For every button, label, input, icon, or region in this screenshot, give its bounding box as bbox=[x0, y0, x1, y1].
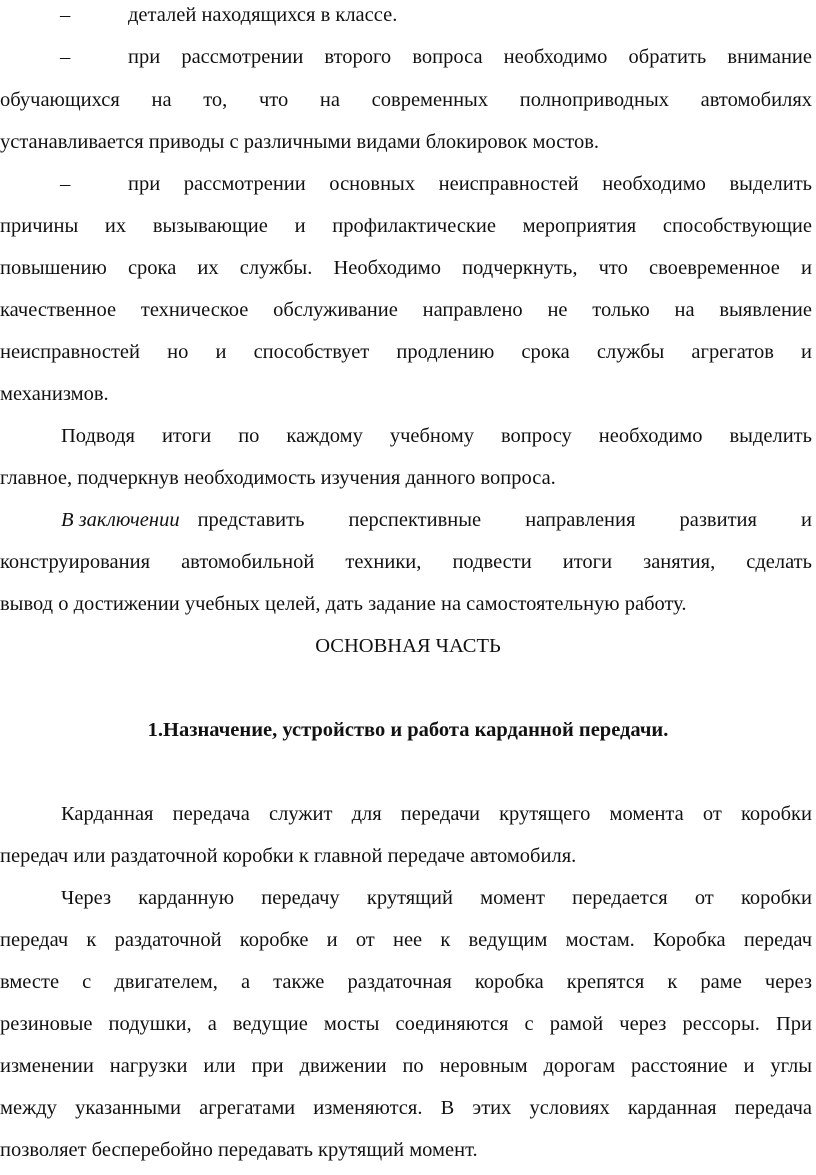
text-line: при рассмотрении основных неисправностей необходимо выделить bbox=[128, 173, 812, 195]
text-line: вывод о достижении учебных целей, дать задание на самостоятельную работу. bbox=[0, 593, 687, 615]
text-line: Подводя итоги по каждому учебному вопросу необходимо выделить bbox=[61, 425, 812, 447]
text-line: вместе с двигателем, а также раздаточная коробка крепятся к раме через bbox=[0, 971, 812, 993]
text-line: передач или раздаточной коробки к главной передаче автомобиля. bbox=[0, 845, 577, 867]
conclusion-emphasis: В заключении bbox=[61, 509, 180, 531]
text-line: деталей находящихся в классе. bbox=[128, 4, 398, 26]
text-line: обучающихся на то, что на современных полноприводных автомобилях bbox=[0, 89, 812, 111]
text-line: качественное техническое обслуживание направлено не только на выявление bbox=[0, 299, 812, 321]
dash-marker: – bbox=[60, 46, 71, 68]
dash-marker: – bbox=[60, 173, 71, 195]
text-line: причины их вызывающие и профилактические мероприятия способствующие bbox=[0, 215, 812, 237]
text-line: Через карданную передачу крутящий момент передается от коробки bbox=[61, 887, 812, 909]
text-line: изменении нагрузки или при движении по неровным дорогам расстояние и углы bbox=[0, 1055, 812, 1077]
text-line: конструирования автомобильной техники, подвести итоги занятия, сделать bbox=[0, 551, 812, 573]
text-line: между указанными агрегатами изменяются. В этих условиях карданная передача bbox=[0, 1097, 812, 1119]
section-title: ОСНОВНАЯ ЧАСТЬ bbox=[315, 635, 501, 657]
text-line: при рассмотрении второго вопроса необходимо обратить внимание bbox=[128, 46, 812, 68]
dash-marker: – bbox=[60, 4, 71, 26]
text-line: механизмов. bbox=[0, 383, 109, 405]
text-line: главное, подчеркнув необходимость изучения данного вопроса. bbox=[0, 467, 556, 489]
text-line: неисправностей но и способствует продлению срока службы агрегатов и bbox=[0, 341, 812, 363]
text-line: устанавливается приводы с различными видами блокировок мостов. bbox=[0, 131, 600, 153]
text-line: Карданная передача служит для передачи крутящего момента от коробки bbox=[61, 803, 812, 825]
text-line: передач к раздаточной коробке и от нее к ведущим мостам. Коробка передач bbox=[0, 929, 812, 951]
text-line: позволяет бесперебойно передавать крутящий момент. bbox=[0, 1139, 478, 1161]
heading: 1.Назначение, устройство и работа карданной передачи. bbox=[147, 719, 669, 741]
text-line: повышению срока их службы. Необходимо подчеркнуть, что своевременное и bbox=[0, 257, 812, 279]
text-line: резиновые подушки, а ведущие мосты соединяются с рамой через рессоры. При bbox=[0, 1013, 812, 1035]
text-line bbox=[61, 506, 812, 534]
text-span: представить перспективные направления развития и bbox=[197, 509, 812, 531]
